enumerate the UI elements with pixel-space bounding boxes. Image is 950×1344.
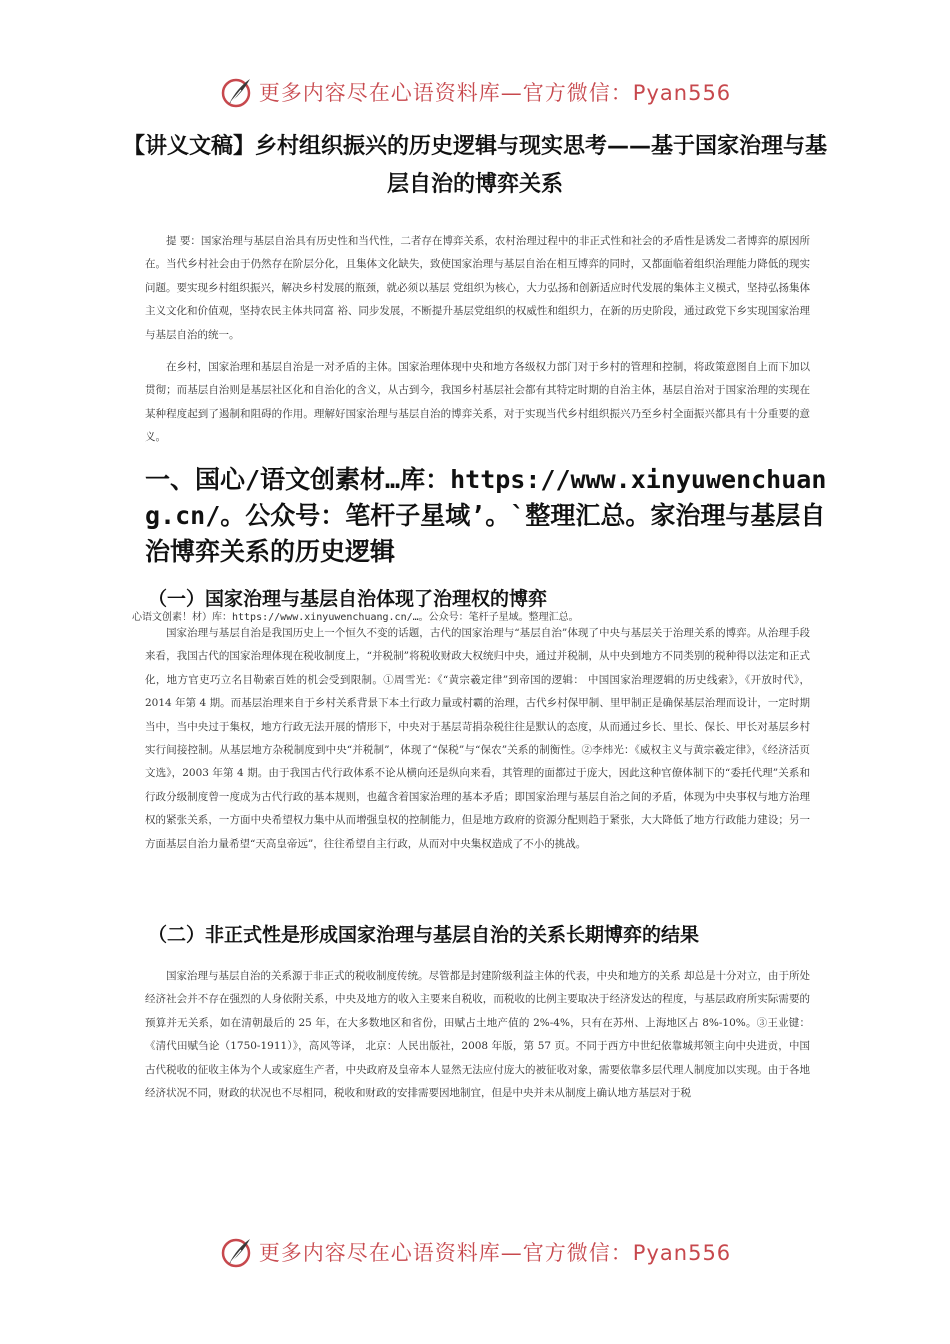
header-banner: [0, 72, 950, 112]
inline-source-note: 心语文创素！材）库：https://www.xinyuwenchuang.cn/…。公众号：笔杆子星域。整理汇总。: [132, 612, 579, 623]
abstract-paragraph: 提 要：国家治理与基层自治具有历史性和当代性，二者存在博弈关系，农村治理过程中的非正式性和社会的矛盾性是诱发二者博弈的原因所在。当代乡村社会由于仍然存在阶层分化，且集体文化缺失，致使国家治理与基层自治在相互博弈的同时，又都面临着组织治理能力降低的现实问题。要实现乡村组织振兴，解决乡村发展的瓶颈，就必须以基层 党组织为核心，大力弘扬和创新适应时代发展的集体主义模式，坚持弘扬集体主义文化和价值观，坚持农民主体共同富 裕、同步发展，不断提升基层党组织的权威性和组织力，在新的历史阶段，通过政党下乡实现国家治理与基层自治的统一。: [145, 235, 810, 341]
quill-logo-icon: [219, 74, 255, 110]
banner-text: 更多内容尽在心语资料库—官方微信：Pyan556: [258, 1241, 732, 1265]
subsection-1-body: 国家治理与基层自治是我国历史上一个恒久不变的话题，古代的国家治理与“基层自治”体现了中央与基层关于治理关系的博弈。从治理手段来看，我国古代的国家治理体现在税收制度上，“并税制”将税收财政大权统归中央，通过并税制，从中央到地方不同类别的税种得以法定和正式化，地方官吏巧立名目勒索百姓的机会受到限制。①周雪光：《“黄宗羲定律”到帝国的逻辑： 中国国家治理逻辑的历史线索》，《开放时代》，2014 年第 4 期。而基层治理来自于乡村关系背景下本土行政力量或村霸的治理，古代乡村保甲制、里甲制正是确保基层治理而设计，一定时期当中，当中央过于集权，地方行政无法开展的情形下，中央对于基层苛捐杂税往往是默认的态度，从而通过乡长、里长、保长、甲长对基层乡村实行间接控制。从基层地方杂税制度到中央“并税制”，体现了“保税”与“保农”关系的制衡性。②李炜光：《威权主义与黄宗羲定律》，《经济活页文选》，2003 年第 4 期。由于我国古代行政体系不论从横向还是纵向来看，其管理的面都过于庞大，因此这种官僚体制下的“委托代理”关系和行政分级制度曾一度成为古代行政的基本规则，也蕴含着国家治理的基本矛盾；即国家治理与基层自治之间的矛盾，体现为中央事权与地方治理权的紧张关系，一方面中央希望权力集中从而增强皇权的控制能力，但是地方政府的资源分配则趋于紧张，大大降低了地方行政能力建设；另一方面基层自治力量希望“天高皇帝远”，往往希望自主行政，从而对中央集权造成了不小的挑战。: [145, 627, 810, 850]
subsection-heading-2: （二）非正式性是形成国家治理与基层自治的关系长期博弈的结果: [148, 924, 700, 946]
document-title: 【讲义文稿】乡村组织振兴的历史逻辑与现实思考——基于国家治理与基层自治的博弈关系: [122, 134, 827, 197]
subsection-heading-1: （一）国家治理与基层自治体现了治理权的博弈: [148, 588, 548, 610]
quill-logo-icon: [219, 1234, 255, 1270]
subsection-2-body: 国家治理与基层自治的关系源于非正式的税收制度传统。尽管都是封建阶级利益主体的代表，中央和地方的关系 却总是十分对立，由于所处经济社会并不存在强烈的人身依附关系，中央及地方的收入主要来自税收，而税收的比例主要取决于经济发达的程度，与基层政府所实际需要的预算并无关系，如在清朝最后的 25 年，在大多数地区和省份，田赋占土地产值的 2%-4%，只有在苏州、上海地区占 8%-10%。③王业键：《清代田赋刍论（1750-1911）》，高风等译， 北京：人民出版社，2008 年版，第 57 页。不同于西方中世纪依靠城邦领主向中央进贡，中国古代税收的征收主体为个人或家庭生产者，中央政府及皇帝本人显然无法应付庞大的被征收对象，需要依靠多层代理人制度加以实现。由于各地经济状况不同，财政的状况也不尽相同，税收和财政的安排需要因地制宜，但是中央并未从制度上确认地方基层对于税: [145, 970, 810, 1100]
intro-paragraph: 在乡村，国家治理和基层自治是一对矛盾的主体。国家治理体现中央和地方各级权力部门对于乡村的管理和控制，将政策意图自上而下加以贯彻；而基层自治则是基层社区化和自治化的含义，从古到今，我国乡村基层社会都有其特定时期的自治主体，基层自治对于国家治理的实现在某种程度起到了遏制和阻碍的作用。理解好国家治理与基层自治的博弈关系，对于实现当代乡村组织振兴乃至乡村全面振兴都具有十分重要的意义。: [145, 361, 810, 444]
footer-banner: [0, 1232, 950, 1272]
section-heading-1: 一、国心/语文创素材…库：https://www.xinyuwenchuang.cn/。公众号：笔杆子星域’。`整理汇总。家治理与基层自治博弈关系的历史逻辑: [145, 465, 827, 566]
banner-text: 更多内容尽在心语资料库—官方微信：Pyan556: [258, 81, 732, 105]
